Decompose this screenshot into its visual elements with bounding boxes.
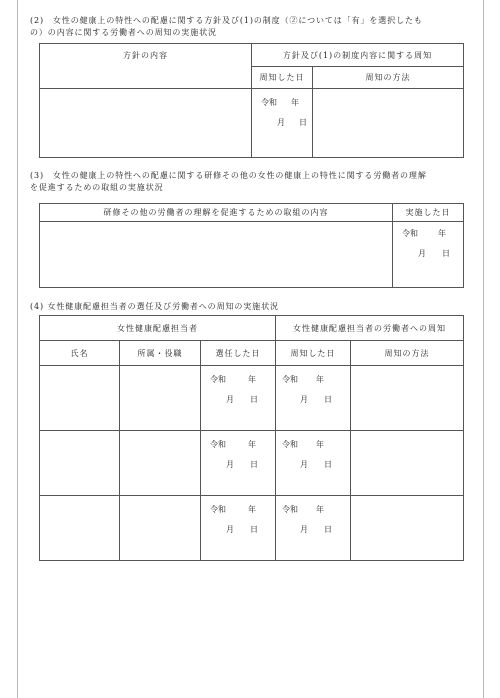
section3-table [39, 203, 464, 288]
officer-dept-cell[interactable] [120, 496, 201, 561]
officer-notice-method-cell[interactable] [351, 366, 464, 431]
section4-heading-text: (4) 女性健康配慮担当者の選任及び労働者への周知の実施状況 [30, 302, 279, 311]
officer-name-cell[interactable] [40, 496, 120, 561]
notice-method-header: 周知の方法 [351, 341, 464, 366]
section2-table [39, 43, 464, 158]
policy-content-header: 方針の内容 [40, 44, 252, 89]
officer-notice-method-cell[interactable] [351, 496, 464, 561]
officer-dept-cell[interactable] [120, 366, 201, 431]
training-content-cell[interactable] [40, 222, 393, 288]
appointed-date-cell[interactable]: 令和 年 月 日 [201, 431, 276, 496]
training-date-cell[interactable]: 令和 年 月 日 [393, 222, 464, 288]
notice-method-cell[interactable] [313, 89, 464, 158]
notified-date-cell[interactable]: 令和 年 月 日 [276, 496, 351, 561]
page-border-left [17, 0, 18, 698]
section4-heading [30, 301, 279, 313]
notified-date-header: 周知した日 [276, 341, 351, 366]
page-border-right [483, 0, 484, 698]
dept-header: 所属・役職 [120, 341, 201, 366]
name-header: 氏名 [40, 341, 120, 366]
appointed-date-cell[interactable]: 令和 年 月 日 [201, 496, 276, 561]
officer-notice-group-header: 女性健康配慮担当者の労働者への周知 [276, 316, 464, 341]
section3-heading [30, 170, 427, 194]
officer-row [40, 366, 464, 431]
officer-name-cell[interactable] [40, 366, 120, 431]
section4-table [39, 315, 464, 561]
notified-date-cell[interactable]: 令和 年 月 日 [276, 431, 351, 496]
training-date-header: 実施した日 [393, 204, 464, 222]
officer-row [40, 496, 464, 561]
officer-group-header: 女性健康配慮担当者 [40, 316, 276, 341]
appointed-date-cell[interactable]: 令和 年 月 日 [201, 366, 276, 431]
notice-date-cell[interactable]: 令和 年 月 日 [252, 89, 313, 158]
notified-date-cell[interactable]: 令和 年 月 日 [276, 366, 351, 431]
section3-heading-line2: を促進するための取組の実施状況 [30, 183, 164, 192]
section2-heading-line2: の）の内容に関する労働者への周知の実施状況 [30, 28, 217, 37]
training-content-header: 研修その他の労働者の理解を促進するための取組の内容 [40, 204, 393, 222]
appointed-date-header: 選任した日 [201, 341, 276, 366]
notice-method-header: 周知の方法 [313, 67, 464, 89]
officer-notice-method-cell[interactable] [351, 431, 464, 496]
section2-heading-line1: (2) 女性の健康上の特性への配慮に関する方針及び(1)の制度（②については「有」を選択したも [30, 16, 423, 25]
section3-heading-line1: (3) 女性の健康上の特性への配慮に関する研修その他の女性の健康上の特性に関する労働者の理解 [30, 171, 427, 180]
notice-date-header: 周知した日 [252, 67, 313, 89]
notice-header: 方針及び(1)の制度内容に関する周知 [252, 44, 464, 67]
officer-name-cell[interactable] [40, 431, 120, 496]
section2-heading [30, 15, 423, 39]
policy-content-cell[interactable] [40, 89, 252, 158]
officer-dept-cell[interactable] [120, 431, 201, 496]
officer-row [40, 431, 464, 496]
